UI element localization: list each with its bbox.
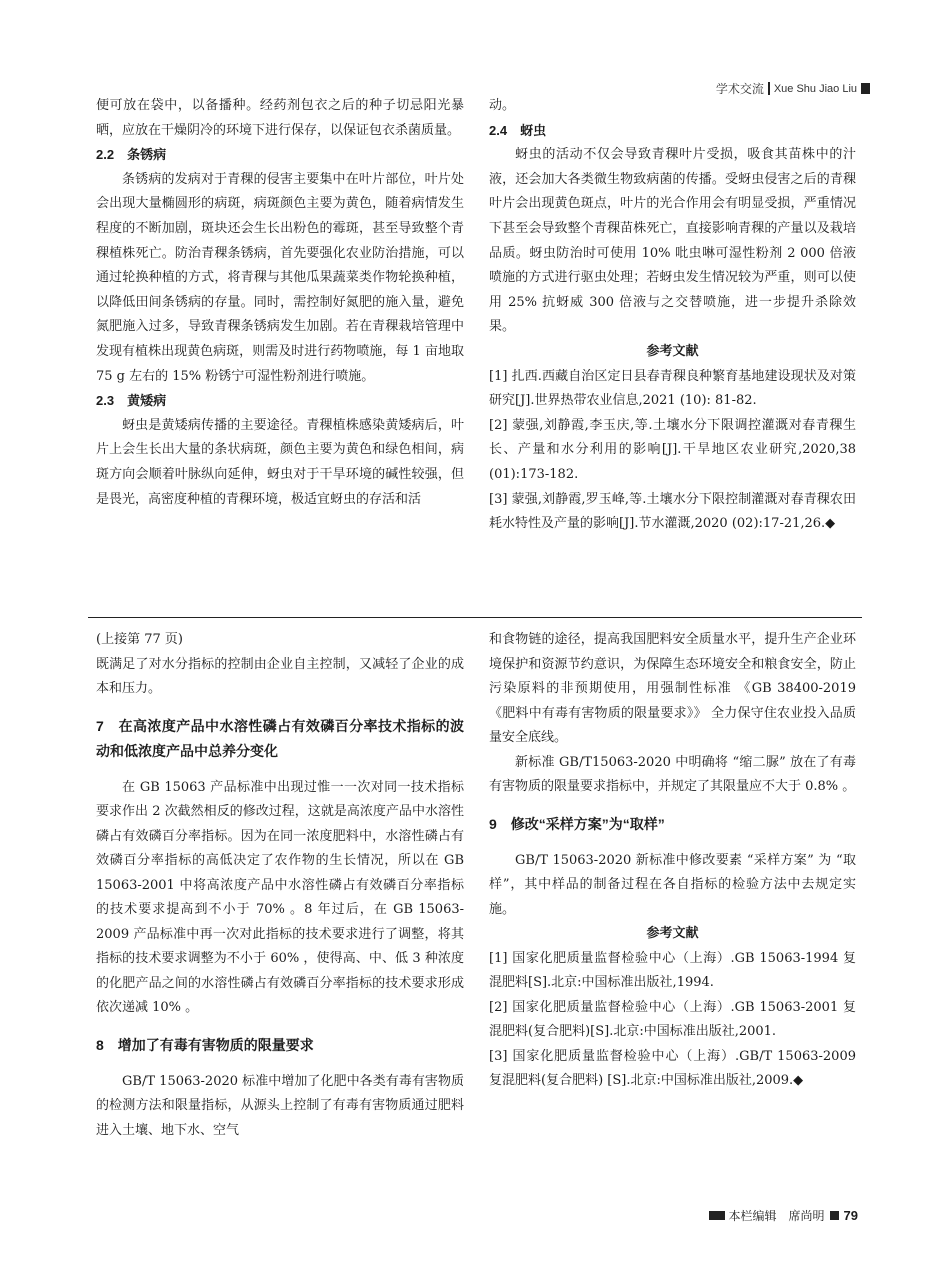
- bottom-left-column: [96, 628, 464, 1143]
- paragraph: GB/T 15063-2020 标准中增加了化肥中各类有毒有害物质的检测方法和限量指标，从源头上控制了有毒有害物质通过肥料进入土壤、地下水、空气: [96, 1073, 464, 1138]
- section-heading-7: 7 在高浓度产品中水溶性磷占有效磷百分率技术指标的波动和低浓度产品中总养分变化: [96, 717, 464, 759]
- paragraph: 蚜虫是黄矮病传播的主要途径。青稞植株感染黄矮病后，叶片上会生长出大量的条状病斑，颜色主要为黄色和绿色相间，病斑方向会顺着叶脉纵向延伸，蚜虫对于干旱环境的碱性较强，但是畏光，高密度种植的青稞环境，极适宜蚜虫的存活和活: [96, 417, 464, 507]
- section-heading-2-4: 2.4 蚜虫: [489, 122, 547, 138]
- continuation-note: (上接第 77 页): [96, 632, 183, 647]
- page-number: 79: [843, 1208, 858, 1223]
- article-divider: [88, 617, 862, 618]
- paragraph: 和食物链的途径，提高我国肥料安全质量水平，提升生产企业环境保护和资源节约意识，为保障生态环境安全和粮食安全，防止污染原料的非预期使用，用强制性标准 《GB 38400-2019《肥料中有毒有害物质的限量要求》》 全力保守住农业投入品质量安全底线。: [489, 632, 856, 745]
- paragraph: 在 GB 15063 产品标准中出现过惟一一次对同一技术指标要求作出 2 次截然相反的修改过程，这就是高浓度产品中水溶性磷占有效磷百分率指标。因为在同一浓度肥料中，水溶性磷占有效磷百分率指标的高低决定了农作物的生长情况，所以在 GB 15063-2001 中将高浓度产品中水溶性磷占有效磷百分率指标的技术要求提高到不小于 70% 。8 年过后，在 GB 15063-2009 产品标准中再一次对此指标的技术要求进行了调整，将其指标的技术要求调整为不小于 60% ，使得高、中、低 3 种浓度的化肥产品之间的水溶性磷占有效磷百分率指标的技术要求形成依次递减 10% 。: [96, 779, 464, 1015]
- reference-item: [3] 国家化肥质量监督检验中心（上海）.GB/T 15063-2009 复混肥料(复合肥料) [S].北京:中国标准出版社,2009.◆: [489, 1048, 856, 1088]
- footer-square-mark: [830, 1211, 839, 1220]
- top-left-column: [96, 94, 464, 512]
- paragraph: 新标准 GB/T15063-2020 中明确将 “缩二脲” 放在了有毒有害物质的限量要求指标中，并规定了其限量应不大于 0.8% 。: [489, 754, 856, 794]
- references-title: 参考文献: [646, 343, 699, 359]
- section-heading-8: 8 增加了有毒有害物质的限量要求: [96, 1036, 314, 1053]
- reference-item: [2] 国家化肥质量监督检验中心（上海）.GB 15063-2001 复混肥料(复合肥料)[S].北京:中国标准出版社,2001.: [489, 999, 856, 1039]
- header-square-mark: [861, 83, 870, 94]
- references-title: 参考文献: [646, 926, 699, 941]
- section-heading-9: 9 修改“采样方案”为“取样”: [489, 815, 665, 832]
- page-footer: [709, 1207, 858, 1224]
- footer-bar-mark: [709, 1211, 725, 1220]
- reference-item: [2] 蒙强,刘静霞,李玉庆,等.土壤水分下限调控灌溉对春青稞生长、产量和水分利用的影响[J].干旱地区农业研究,2020,38 (01):173-182.: [489, 417, 856, 482]
- paragraph: 既满足了对水分指标的控制由企业自主控制，又减轻了企业的成本和压力。: [96, 656, 464, 696]
- reference-item: [3] 蒙强,刘静霞,罗玉峰,等.土壤水分下限控制灌溉对春青稞农田耗水特性及产量的影响[J].节水灌溉,2020 (02):17-21,26.◆: [489, 491, 856, 532]
- header-title-pinyin: Xue Shu Jiao Liu: [773, 82, 857, 95]
- section-heading-2-3: 2.3 黄矮病: [96, 393, 167, 409]
- paragraph: 条锈病的发病对于青稞的侵害主要集中在叶片部位，叶片处会出现大量椭圆形的病斑，病斑颜色主要为黄色，随着病情发生程度的不断加剧，斑块还会生长出粉色的霉斑，甚至导致整个青稞植株死亡。防治青稞条锈病，首先要强化农业防治措施，可以通过轮换种植的方式，将青稞与其他瓜果蔬菜类作物轮换种植，以降低田间条锈病的存量。同时，需控制好氮肥的施入量，避免氮肥施入过多，导致青稞条锈病发生加剧。若在青稞栽培管理中发现有植株出现黄色病斑，则需及时进行药物喷施，每 1 亩地取 75 g 左右的 15% 粉锈宁可湿性粉剂进行喷施。: [96, 171, 464, 384]
- paragraph: 便可放在袋中，以备播种。经药剂包衣之后的种子切忌阳光暴晒，应放在干燥阴冷的环境下进行保存，以保证包衣杀菌质量。: [96, 98, 464, 138]
- paragraph: GB/T 15063-2020 新标准中修改要素 “采样方案” 为 “取样”，其中样品的制备过程在各自指标的检验方法中去规定实施。: [489, 852, 856, 917]
- paragraph: 蚜虫的活动不仅会导致青稞叶片受损，吸食其苗株中的汁液，还会加大各类微生物致病菌的传播。受蚜虫侵害之后的青稞叶片会出现黄色斑点，叶片的光合作用会有明显受损，严重情况下甚至会导致整个青稞苗株死亡，直接影响青稞的产量以及栽培品质。蚜虫防治时可使用 10% 吡虫啉可湿性粉剂 2 000 倍液喷施的方式进行驱虫处理；若蚜虫发生情况较为严重，则可以使用 25% 抗蚜威 300 倍液与之交替喷施，进一步提升杀除效果。: [489, 147, 856, 335]
- top-right-column: [489, 94, 856, 537]
- reference-item: [1] 国家化肥质量监督检验中心（上海）.GB 15063-1994 复混肥料[S].北京:中国标准出版社,1994.: [489, 950, 856, 990]
- header-title-cn: 学术交流: [715, 82, 764, 96]
- section-heading-2-2: 2.2 条锈病: [96, 147, 167, 163]
- bottom-right-column: [489, 628, 856, 1094]
- paragraph: 动。: [489, 98, 516, 113]
- reference-item: [1] 扎西.西藏自治区定日县春青稞良种繁育基地建设现状及对策研究[J].世界热带农业信息,2021 (10): 81-82.: [489, 368, 856, 409]
- footer-editor: 本栏编辑 席尚明: [728, 1209, 825, 1223]
